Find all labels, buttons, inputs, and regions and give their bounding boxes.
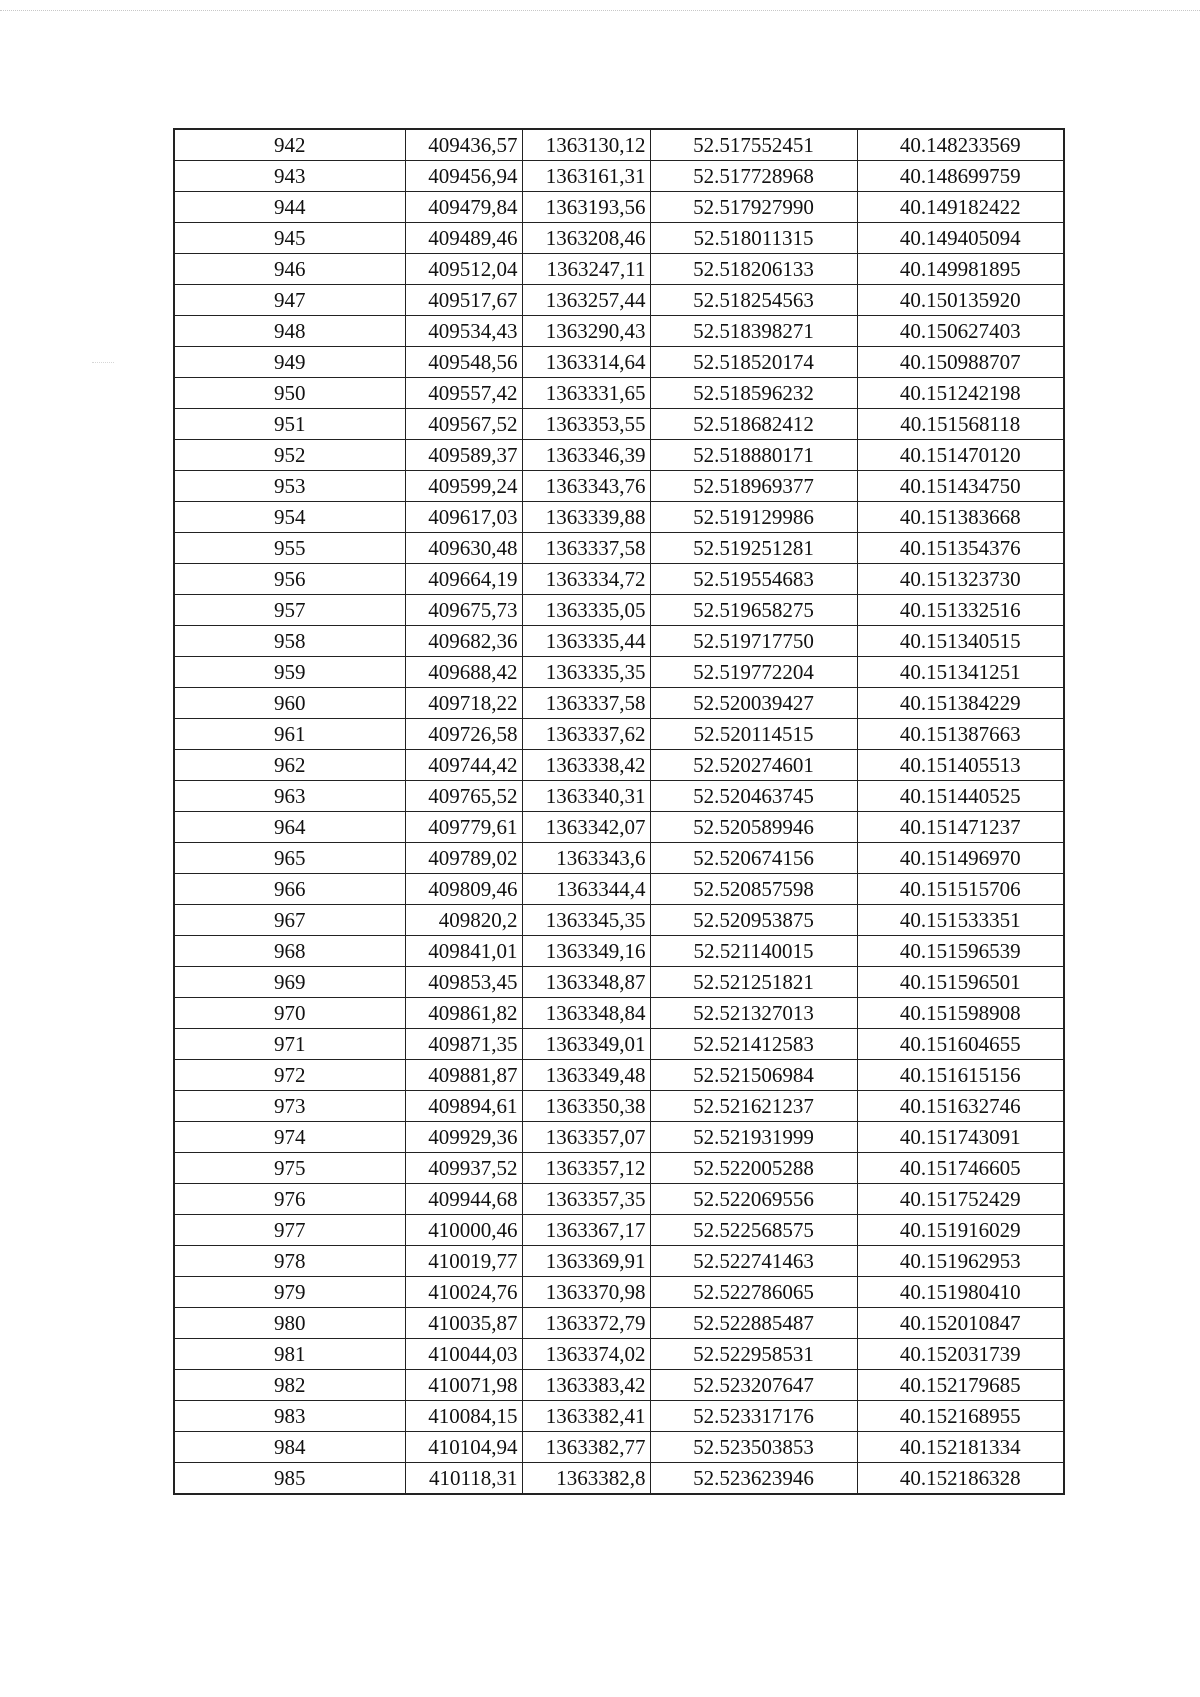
table-row <box>174 192 1064 223</box>
x-coordinate-cell: 409744,42 <box>405 750 522 781</box>
longitude-cell: 40.151596501 <box>857 967 1064 998</box>
x-coordinate-cell: 409861,82 <box>405 998 522 1029</box>
latitude-cell: 52.517552451 <box>650 129 857 161</box>
table-row <box>174 1370 1064 1401</box>
point-number-cell: 954 <box>174 502 405 533</box>
point-number-cell: 970 <box>174 998 405 1029</box>
longitude-cell: 40.151980410 <box>857 1277 1064 1308</box>
latitude-cell: 52.521506984 <box>650 1060 857 1091</box>
latitude-cell: 52.518398271 <box>650 316 857 347</box>
x-coordinate-cell: 409688,42 <box>405 657 522 688</box>
x-coordinate-cell: 410084,15 <box>405 1401 522 1432</box>
x-coordinate-cell: 409534,43 <box>405 316 522 347</box>
latitude-cell: 52.518011315 <box>650 223 857 254</box>
latitude-cell: 52.521140015 <box>650 936 857 967</box>
x-coordinate-cell: 409517,67 <box>405 285 522 316</box>
point-number-cell: 968 <box>174 936 405 967</box>
point-number-cell: 946 <box>174 254 405 285</box>
latitude-cell: 52.518880171 <box>650 440 857 471</box>
longitude-cell: 40.151383668 <box>857 502 1064 533</box>
latitude-cell: 52.519554683 <box>650 564 857 595</box>
y-coordinate-cell: 1363349,01 <box>522 1029 650 1060</box>
point-number-cell: 963 <box>174 781 405 812</box>
y-coordinate-cell: 1363290,43 <box>522 316 650 347</box>
latitude-cell: 52.519129986 <box>650 502 857 533</box>
x-coordinate-cell: 410071,98 <box>405 1370 522 1401</box>
longitude-cell: 40.151405513 <box>857 750 1064 781</box>
point-number-cell: 985 <box>174 1463 405 1495</box>
point-number-cell: 952 <box>174 440 405 471</box>
y-coordinate-cell: 1363350,38 <box>522 1091 650 1122</box>
point-number-cell: 951 <box>174 409 405 440</box>
x-coordinate-cell: 409548,56 <box>405 347 522 378</box>
y-coordinate-cell: 1363357,35 <box>522 1184 650 1215</box>
table-row <box>174 967 1064 998</box>
y-coordinate-cell: 1363208,46 <box>522 223 650 254</box>
latitude-cell: 52.522786065 <box>650 1277 857 1308</box>
table-row <box>174 161 1064 192</box>
point-number-cell: 982 <box>174 1370 405 1401</box>
x-coordinate-cell: 409599,24 <box>405 471 522 502</box>
table-row <box>174 502 1064 533</box>
latitude-cell: 52.522069556 <box>650 1184 857 1215</box>
y-coordinate-cell: 1363344,4 <box>522 874 650 905</box>
latitude-cell: 52.521327013 <box>650 998 857 1029</box>
longitude-cell: 40.151340515 <box>857 626 1064 657</box>
latitude-cell: 52.518520174 <box>650 347 857 378</box>
latitude-cell: 52.518254563 <box>650 285 857 316</box>
longitude-cell: 40.151533351 <box>857 905 1064 936</box>
longitude-cell: 40.151916029 <box>857 1215 1064 1246</box>
longitude-cell: 40.151752429 <box>857 1184 1064 1215</box>
x-coordinate-cell: 409630,48 <box>405 533 522 564</box>
longitude-cell: 40.151743091 <box>857 1122 1064 1153</box>
coordinates-table <box>173 128 1065 1495</box>
latitude-cell: 52.519251281 <box>650 533 857 564</box>
latitude-cell: 52.520589946 <box>650 812 857 843</box>
latitude-cell: 52.522568575 <box>650 1215 857 1246</box>
y-coordinate-cell: 1363337,62 <box>522 719 650 750</box>
latitude-cell: 52.523503853 <box>650 1432 857 1463</box>
y-coordinate-cell: 1363348,84 <box>522 998 650 1029</box>
y-coordinate-cell: 1363357,07 <box>522 1122 650 1153</box>
latitude-cell: 52.520953875 <box>650 905 857 936</box>
y-coordinate-cell: 1363374,02 <box>522 1339 650 1370</box>
y-coordinate-cell: 1363342,07 <box>522 812 650 843</box>
y-coordinate-cell: 1363370,98 <box>522 1277 650 1308</box>
x-coordinate-cell: 410035,87 <box>405 1308 522 1339</box>
latitude-cell: 52.521931999 <box>650 1122 857 1153</box>
point-number-cell: 969 <box>174 967 405 998</box>
y-coordinate-cell: 1363338,42 <box>522 750 650 781</box>
x-coordinate-cell: 410019,77 <box>405 1246 522 1277</box>
y-coordinate-cell: 1363382,8 <box>522 1463 650 1495</box>
point-number-cell: 973 <box>174 1091 405 1122</box>
table-row <box>174 1184 1064 1215</box>
y-coordinate-cell: 1363337,58 <box>522 688 650 719</box>
table-row <box>174 1153 1064 1184</box>
longitude-cell: 40.152186328 <box>857 1463 1064 1495</box>
table-row <box>174 285 1064 316</box>
latitude-cell: 52.520857598 <box>650 874 857 905</box>
y-coordinate-cell: 1363337,58 <box>522 533 650 564</box>
table-row <box>174 1029 1064 1060</box>
latitude-cell: 52.522885487 <box>650 1308 857 1339</box>
latitude-cell: 52.521251821 <box>650 967 857 998</box>
table-row <box>174 1122 1064 1153</box>
table-row <box>174 1463 1064 1495</box>
x-coordinate-cell: 409589,37 <box>405 440 522 471</box>
longitude-cell: 40.151596539 <box>857 936 1064 967</box>
y-coordinate-cell: 1363340,31 <box>522 781 650 812</box>
longitude-cell: 40.148233569 <box>857 129 1064 161</box>
point-number-cell: 948 <box>174 316 405 347</box>
scan-artifact <box>92 362 114 363</box>
point-number-cell: 961 <box>174 719 405 750</box>
x-coordinate-cell: 409718,22 <box>405 688 522 719</box>
x-coordinate-cell: 409664,19 <box>405 564 522 595</box>
y-coordinate-cell: 1363349,16 <box>522 936 650 967</box>
x-coordinate-cell: 409871,35 <box>405 1029 522 1060</box>
x-coordinate-cell: 409937,52 <box>405 1153 522 1184</box>
point-number-cell: 980 <box>174 1308 405 1339</box>
table-row <box>174 1277 1064 1308</box>
table-row <box>174 1339 1064 1370</box>
table-row <box>174 688 1064 719</box>
longitude-cell: 40.151434750 <box>857 471 1064 502</box>
point-number-cell: 953 <box>174 471 405 502</box>
x-coordinate-cell: 409567,52 <box>405 409 522 440</box>
y-coordinate-cell: 1363383,42 <box>522 1370 650 1401</box>
point-number-cell: 966 <box>174 874 405 905</box>
x-coordinate-cell: 409789,02 <box>405 843 522 874</box>
latitude-cell: 52.520274601 <box>650 750 857 781</box>
y-coordinate-cell: 1363369,91 <box>522 1246 650 1277</box>
longitude-cell: 40.152031739 <box>857 1339 1064 1370</box>
point-number-cell: 960 <box>174 688 405 719</box>
point-number-cell: 964 <box>174 812 405 843</box>
longitude-cell: 40.151341251 <box>857 657 1064 688</box>
x-coordinate-cell: 409436,57 <box>405 129 522 161</box>
longitude-cell: 40.151323730 <box>857 564 1064 595</box>
longitude-cell: 40.151332516 <box>857 595 1064 626</box>
latitude-cell: 52.519658275 <box>650 595 857 626</box>
table-row <box>174 347 1064 378</box>
y-coordinate-cell: 1363335,05 <box>522 595 650 626</box>
longitude-cell: 40.149981895 <box>857 254 1064 285</box>
table-row <box>174 409 1064 440</box>
x-coordinate-cell: 409489,46 <box>405 223 522 254</box>
y-coordinate-cell: 1363130,12 <box>522 129 650 161</box>
longitude-cell: 40.151471237 <box>857 812 1064 843</box>
point-number-cell: 972 <box>174 1060 405 1091</box>
latitude-cell: 52.518682412 <box>650 409 857 440</box>
latitude-cell: 52.518206133 <box>650 254 857 285</box>
x-coordinate-cell: 409944,68 <box>405 1184 522 1215</box>
latitude-cell: 52.520114515 <box>650 719 857 750</box>
y-coordinate-cell: 1363357,12 <box>522 1153 650 1184</box>
table-row <box>174 1091 1064 1122</box>
x-coordinate-cell: 409841,01 <box>405 936 522 967</box>
y-coordinate-cell: 1363345,35 <box>522 905 650 936</box>
x-coordinate-cell: 409617,03 <box>405 502 522 533</box>
latitude-cell: 52.518596232 <box>650 378 857 409</box>
latitude-cell: 52.521412583 <box>650 1029 857 1060</box>
table-row <box>174 254 1064 285</box>
longitude-cell: 40.151746605 <box>857 1153 1064 1184</box>
table-row <box>174 129 1064 161</box>
table-row <box>174 440 1064 471</box>
table-row <box>174 719 1064 750</box>
table-row <box>174 812 1064 843</box>
y-coordinate-cell: 1363348,87 <box>522 967 650 998</box>
point-number-cell: 957 <box>174 595 405 626</box>
point-number-cell: 983 <box>174 1401 405 1432</box>
y-coordinate-cell: 1363331,65 <box>522 378 650 409</box>
table-row <box>174 1432 1064 1463</box>
table-row <box>174 843 1064 874</box>
table-row <box>174 905 1064 936</box>
y-coordinate-cell: 1363367,17 <box>522 1215 650 1246</box>
table-row <box>174 1246 1064 1277</box>
table-row <box>174 1401 1064 1432</box>
x-coordinate-cell: 410118,31 <box>405 1463 522 1495</box>
x-coordinate-cell: 409765,52 <box>405 781 522 812</box>
point-number-cell: 979 <box>174 1277 405 1308</box>
latitude-cell: 52.517927990 <box>650 192 857 223</box>
latitude-cell: 52.520674156 <box>650 843 857 874</box>
longitude-cell: 40.152181334 <box>857 1432 1064 1463</box>
point-number-cell: 978 <box>174 1246 405 1277</box>
point-number-cell: 944 <box>174 192 405 223</box>
table-row <box>174 626 1064 657</box>
x-coordinate-cell: 409512,04 <box>405 254 522 285</box>
longitude-cell: 40.151632746 <box>857 1091 1064 1122</box>
point-number-cell: 942 <box>174 129 405 161</box>
x-coordinate-cell: 409881,87 <box>405 1060 522 1091</box>
point-number-cell: 965 <box>174 843 405 874</box>
x-coordinate-cell: 409479,84 <box>405 192 522 223</box>
longitude-cell: 40.150135920 <box>857 285 1064 316</box>
y-coordinate-cell: 1363349,48 <box>522 1060 650 1091</box>
latitude-cell: 52.522005288 <box>650 1153 857 1184</box>
y-coordinate-cell: 1363193,56 <box>522 192 650 223</box>
y-coordinate-cell: 1363257,44 <box>522 285 650 316</box>
latitude-cell: 52.521621237 <box>650 1091 857 1122</box>
x-coordinate-cell: 410000,46 <box>405 1215 522 1246</box>
table-row <box>174 1308 1064 1339</box>
table-row <box>174 595 1064 626</box>
latitude-cell: 52.522958531 <box>650 1339 857 1370</box>
point-number-cell: 971 <box>174 1029 405 1060</box>
y-coordinate-cell: 1363372,79 <box>522 1308 650 1339</box>
point-number-cell: 945 <box>174 223 405 254</box>
x-coordinate-cell: 410044,03 <box>405 1339 522 1370</box>
y-coordinate-cell: 1363382,41 <box>522 1401 650 1432</box>
latitude-cell: 52.522741463 <box>650 1246 857 1277</box>
x-coordinate-cell: 409557,42 <box>405 378 522 409</box>
longitude-cell: 40.150988707 <box>857 347 1064 378</box>
latitude-cell: 52.519717750 <box>650 626 857 657</box>
coordinates-table-body <box>174 129 1064 1494</box>
longitude-cell: 40.151515706 <box>857 874 1064 905</box>
y-coordinate-cell: 1363382,77 <box>522 1432 650 1463</box>
latitude-cell: 52.523317176 <box>650 1401 857 1432</box>
y-coordinate-cell: 1363161,31 <box>522 161 650 192</box>
table-row <box>174 1060 1064 1091</box>
table-row <box>174 316 1064 347</box>
point-number-cell: 981 <box>174 1339 405 1370</box>
y-coordinate-cell: 1363247,11 <box>522 254 650 285</box>
point-number-cell: 949 <box>174 347 405 378</box>
point-number-cell: 950 <box>174 378 405 409</box>
longitude-cell: 40.148699759 <box>857 161 1064 192</box>
longitude-cell: 40.152168955 <box>857 1401 1064 1432</box>
x-coordinate-cell: 409853,45 <box>405 967 522 998</box>
longitude-cell: 40.151470120 <box>857 440 1064 471</box>
x-coordinate-cell: 409726,58 <box>405 719 522 750</box>
point-number-cell: 947 <box>174 285 405 316</box>
table-row <box>174 223 1064 254</box>
y-coordinate-cell: 1363343,6 <box>522 843 650 874</box>
y-coordinate-cell: 1363346,39 <box>522 440 650 471</box>
longitude-cell: 40.151387663 <box>857 719 1064 750</box>
y-coordinate-cell: 1363335,44 <box>522 626 650 657</box>
longitude-cell: 40.149405094 <box>857 223 1064 254</box>
longitude-cell: 40.151496970 <box>857 843 1064 874</box>
table-row <box>174 471 1064 502</box>
point-number-cell: 943 <box>174 161 405 192</box>
point-number-cell: 975 <box>174 1153 405 1184</box>
latitude-cell: 52.523623946 <box>650 1463 857 1495</box>
table-row <box>174 874 1064 905</box>
table-row <box>174 533 1064 564</box>
y-coordinate-cell: 1363343,76 <box>522 471 650 502</box>
longitude-cell: 40.151604655 <box>857 1029 1064 1060</box>
longitude-cell: 40.151242198 <box>857 378 1064 409</box>
table-row <box>174 936 1064 967</box>
longitude-cell: 40.151568118 <box>857 409 1064 440</box>
point-number-cell: 974 <box>174 1122 405 1153</box>
latitude-cell: 52.519772204 <box>650 657 857 688</box>
table-row <box>174 998 1064 1029</box>
table-row <box>174 781 1064 812</box>
x-coordinate-cell: 409675,73 <box>405 595 522 626</box>
latitude-cell: 52.517728968 <box>650 161 857 192</box>
longitude-cell: 40.151615156 <box>857 1060 1064 1091</box>
table-row <box>174 564 1064 595</box>
point-number-cell: 977 <box>174 1215 405 1246</box>
y-coordinate-cell: 1363335,35 <box>522 657 650 688</box>
table-row <box>174 750 1064 781</box>
longitude-cell: 40.149182422 <box>857 192 1064 223</box>
latitude-cell: 52.520463745 <box>650 781 857 812</box>
point-number-cell: 984 <box>174 1432 405 1463</box>
point-number-cell: 959 <box>174 657 405 688</box>
longitude-cell: 40.151354376 <box>857 533 1064 564</box>
x-coordinate-cell: 409809,46 <box>405 874 522 905</box>
x-coordinate-cell: 409894,61 <box>405 1091 522 1122</box>
scan-edge-line <box>0 10 1200 11</box>
point-number-cell: 958 <box>174 626 405 657</box>
y-coordinate-cell: 1363353,55 <box>522 409 650 440</box>
point-number-cell: 967 <box>174 905 405 936</box>
longitude-cell: 40.151384229 <box>857 688 1064 719</box>
longitude-cell: 40.150627403 <box>857 316 1064 347</box>
x-coordinate-cell: 409682,36 <box>405 626 522 657</box>
longitude-cell: 40.152179685 <box>857 1370 1064 1401</box>
x-coordinate-cell: 410024,76 <box>405 1277 522 1308</box>
point-number-cell: 956 <box>174 564 405 595</box>
x-coordinate-cell: 409929,36 <box>405 1122 522 1153</box>
table-row <box>174 378 1064 409</box>
x-coordinate-cell: 409779,61 <box>405 812 522 843</box>
y-coordinate-cell: 1363314,64 <box>522 347 650 378</box>
table-row <box>174 657 1064 688</box>
latitude-cell: 52.518969377 <box>650 471 857 502</box>
y-coordinate-cell: 1363339,88 <box>522 502 650 533</box>
point-number-cell: 976 <box>174 1184 405 1215</box>
latitude-cell: 52.523207647 <box>650 1370 857 1401</box>
longitude-cell: 40.151962953 <box>857 1246 1064 1277</box>
x-coordinate-cell: 410104,94 <box>405 1432 522 1463</box>
longitude-cell: 40.152010847 <box>857 1308 1064 1339</box>
longitude-cell: 40.151598908 <box>857 998 1064 1029</box>
x-coordinate-cell: 409820,2 <box>405 905 522 936</box>
point-number-cell: 962 <box>174 750 405 781</box>
point-number-cell: 955 <box>174 533 405 564</box>
latitude-cell: 52.520039427 <box>650 688 857 719</box>
longitude-cell: 40.151440525 <box>857 781 1064 812</box>
x-coordinate-cell: 409456,94 <box>405 161 522 192</box>
table-row <box>174 1215 1064 1246</box>
y-coordinate-cell: 1363334,72 <box>522 564 650 595</box>
